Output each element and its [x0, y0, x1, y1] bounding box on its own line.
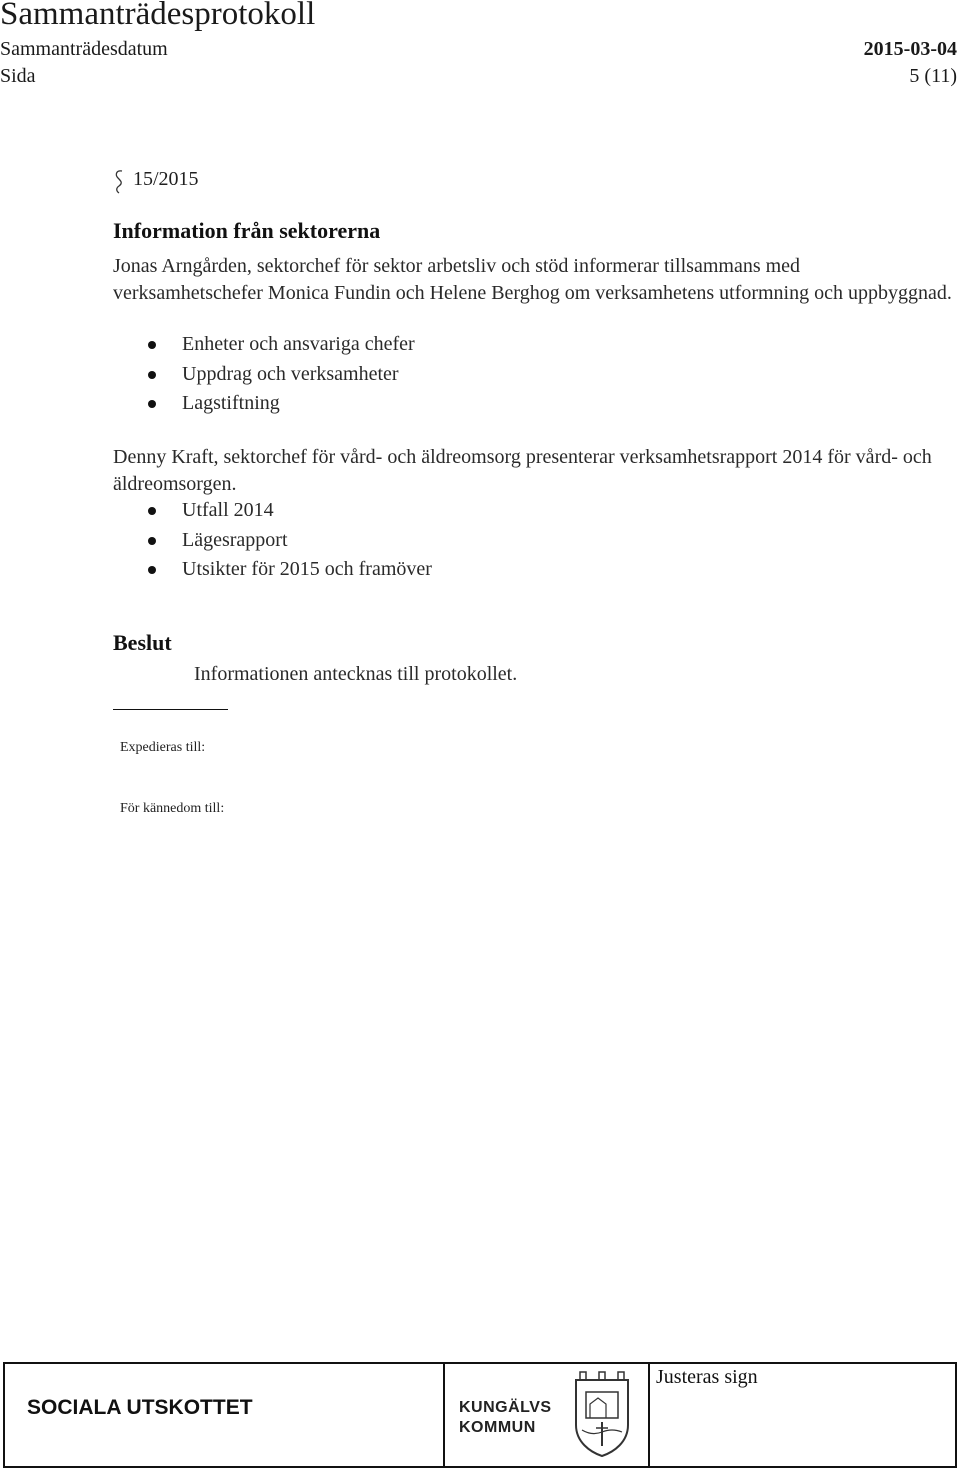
committee-name: SOCIALA UTSKOTTET: [27, 1396, 253, 1419]
sign-label: Justeras sign: [656, 1366, 758, 1388]
bullet-icon: [148, 400, 156, 408]
document-title: Sammanträdesprotokoll: [0, 0, 316, 32]
bullet-icon: [148, 371, 156, 379]
bullet-icon: [148, 507, 156, 515]
decision-text: Informationen antecknas till protokollet.: [194, 663, 518, 685]
paragraph-report: Denny Kraft, sektorchef för vård- och äldreomsorg presenterar verksamhetsrapport 2014 för vård- och äldreomsorgen.: [113, 446, 932, 495]
list-item: Enheter och ansvariga chefer: [0, 331, 600, 361]
footer-committee-cell: [5, 1364, 445, 1466]
list-item: Utfall 2014: [0, 497, 600, 527]
paragraph-section-icon: [113, 169, 125, 195]
bullet-icon: [148, 566, 156, 574]
list-item: Utsikter för 2015 och framöver: [0, 556, 600, 586]
footer-logo-cell: [443, 1364, 650, 1466]
municipality-logo: KUNGÄLVS KOMMUN: [459, 1399, 552, 1436]
footer-sign-cell: [650, 1364, 955, 1466]
page-label: Sida: [0, 65, 36, 87]
paragraph-intro: Jonas Arngården, sektorchef för sektor arbetsliv och stöd informerar tillsammans med verksamhetschefer Monica Fundin och Helene Berghog om verksamhetens utformning och uppbyggnad.: [113, 255, 952, 304]
bullet-icon: [148, 537, 156, 545]
bullet-list-report: [0, 497, 600, 586]
expedieras-label: Expedieras till:: [120, 740, 206, 755]
list-item: Lagstiftning: [0, 390, 600, 420]
meeting-date-label: Sammanträdesdatum: [0, 38, 168, 60]
decision-heading: Beslut: [113, 630, 172, 655]
coat-of-arms-icon: [572, 1370, 632, 1458]
divider: [113, 709, 228, 710]
page-footer: [3, 1362, 957, 1468]
bullet-icon: [148, 341, 156, 349]
item-number: 15/2015: [133, 168, 199, 190]
page-number: 5 (11): [909, 65, 957, 87]
list-item: Uppdrag och verksamheter: [0, 361, 600, 391]
meeting-date-value: 2015-03-04: [863, 38, 957, 60]
bullet-list-topics: [0, 331, 600, 420]
item-title: Information från sektorerna: [113, 218, 381, 243]
for-kannedom-label: För kännedom till:: [120, 801, 225, 816]
list-item: Lägesrapport: [0, 527, 600, 557]
